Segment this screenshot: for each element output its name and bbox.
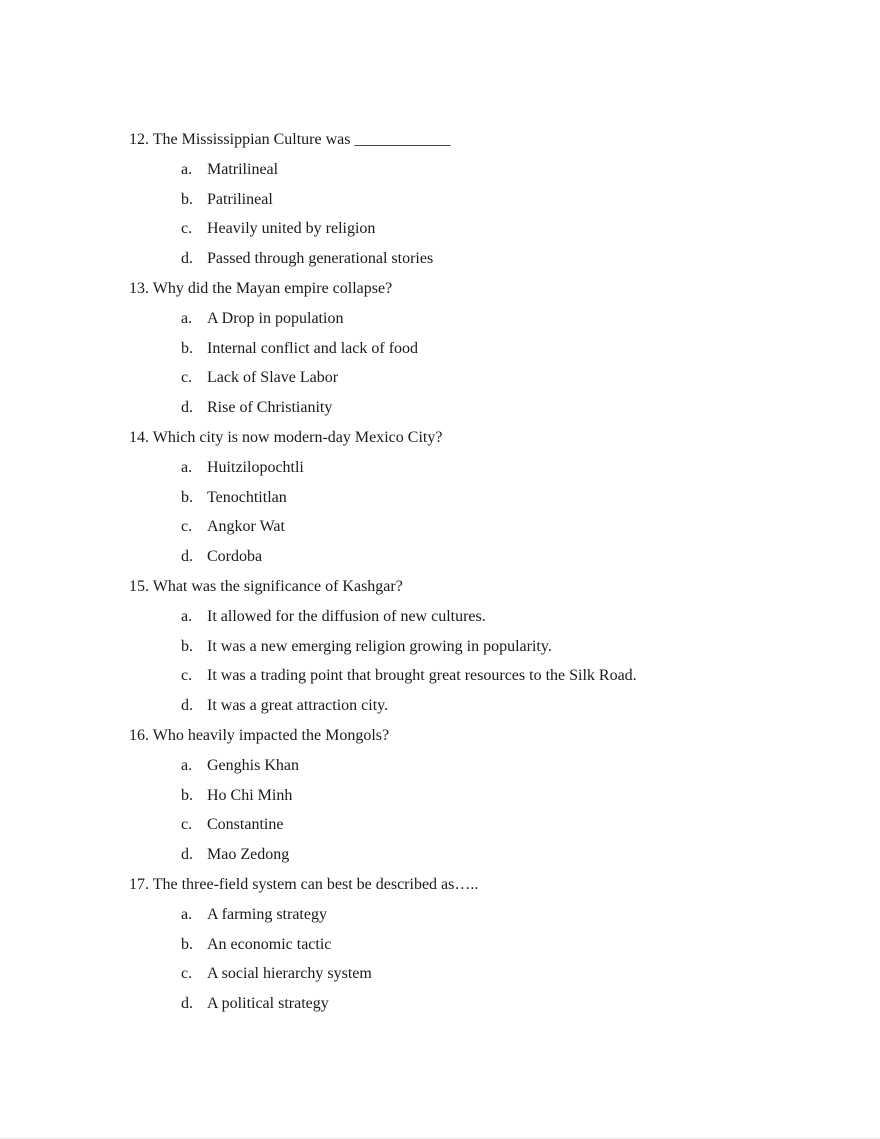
answer-choices — [129, 453, 769, 572]
choice-letter: d. — [181, 399, 193, 417]
choice-letter: c. — [181, 220, 193, 238]
choice-letter: a. — [181, 756, 193, 774]
answer-choices — [129, 900, 769, 1019]
question-prompt: The three-field system can best be described as….. — [152, 875, 479, 893]
question-number: 12. — [129, 131, 149, 148]
choice-text: A social hierarchy system — [207, 965, 372, 983]
question-text — [129, 125, 769, 155]
answer-choice — [129, 661, 769, 691]
answer-choice — [129, 334, 769, 364]
choice-letter: b. — [181, 637, 193, 655]
choice-text: Lack of Slave Labor — [207, 369, 339, 387]
answer-choices — [129, 155, 769, 274]
choice-text: It allowed for the diffusion of new cultures. — [207, 607, 486, 625]
question-prompt: Why did the Mayan empire collapse? — [152, 279, 393, 297]
question-text — [129, 572, 769, 602]
choice-letter: a. — [181, 458, 193, 476]
choice-text: It was a great attraction city. — [207, 697, 389, 715]
choice-text: Tenochtitlan — [207, 488, 287, 506]
choice-text: A Drop in population — [207, 309, 344, 327]
quiz-questions — [129, 125, 769, 1019]
answer-choice — [129, 900, 769, 930]
question-text — [129, 721, 769, 751]
answer-choice — [129, 781, 769, 811]
answer-choice — [129, 155, 769, 185]
choice-letter: a. — [181, 309, 193, 327]
choice-text: Patrilineal — [207, 190, 273, 208]
answer-choice — [129, 602, 769, 632]
choice-text: Mao Zedong — [207, 846, 290, 864]
choice-text: Heavily united by religion — [207, 220, 376, 238]
answer-choice — [129, 691, 769, 721]
answer-choice — [129, 989, 769, 1019]
answer-choices — [129, 602, 769, 721]
choice-letter: d. — [181, 697, 193, 715]
choice-letter: c. — [181, 369, 193, 387]
answer-choice — [129, 304, 769, 334]
answer-choice — [129, 542, 769, 572]
choice-text: Passed through generational stories — [207, 250, 434, 268]
choice-letter: a. — [181, 160, 193, 178]
choice-letter: a. — [181, 905, 193, 923]
question-number: 13. — [129, 279, 149, 297]
question-prompt: Which city is now modern-day Mexico City? — [152, 428, 443, 446]
question-16 — [129, 721, 769, 870]
answer-choice — [129, 214, 769, 244]
choice-text: Internal conflict and lack of food — [207, 339, 419, 357]
choice-letter: c. — [181, 667, 193, 685]
question-12 — [129, 125, 769, 274]
choice-letter: b. — [181, 488, 193, 506]
choice-text: Rise of Christianity — [207, 399, 333, 417]
choice-text: Cordoba — [207, 548, 263, 566]
question-text — [129, 870, 769, 900]
choice-letter: b. — [181, 786, 193, 804]
question-17 — [129, 870, 769, 1019]
answer-choice — [129, 930, 769, 960]
answer-choice — [129, 959, 769, 989]
choice-text: Genghis Khan — [207, 756, 299, 774]
choice-letter: c. — [181, 518, 193, 536]
choice-text: A political strategy — [207, 995, 329, 1013]
choice-letter: a. — [181, 607, 193, 625]
question-text — [129, 274, 769, 304]
answer-choice — [129, 632, 769, 662]
question-13 — [129, 274, 769, 423]
question-text — [129, 423, 769, 453]
choice-text: A farming strategy — [207, 905, 327, 923]
question-number: 17. — [129, 875, 149, 893]
choice-letter: b. — [181, 339, 193, 357]
question-prompt: Who heavily impacted the Mongols? — [152, 726, 390, 744]
answer-choice — [129, 453, 769, 483]
choice-text: Ho Chi Minh — [207, 786, 293, 804]
choice-text: An economic tactic — [207, 935, 332, 953]
question-14 — [129, 423, 769, 572]
choice-text: Huitzilopochtli — [207, 458, 304, 476]
answer-choice — [129, 185, 769, 215]
choice-text: Angkor Wat — [207, 518, 285, 536]
answer-choice — [129, 363, 769, 393]
choice-letter: c. — [181, 965, 193, 983]
choice-letter: d. — [181, 548, 193, 566]
answer-choice — [129, 393, 769, 423]
answer-choice — [129, 512, 769, 542]
answer-choice — [129, 840, 769, 870]
choice-letter: d. — [181, 995, 193, 1013]
choice-text: It was a trading point that brought great resources to the Silk Road. — [207, 667, 637, 685]
choice-text: It was a new emerging religion growing in popularity. — [207, 637, 552, 655]
question-15 — [129, 572, 769, 721]
question-number: 16. — [129, 726, 149, 744]
answer-choice — [129, 483, 769, 513]
choice-text: Constantine — [207, 816, 284, 834]
question-prompt: What was the significance of Kashgar? — [152, 577, 403, 595]
answer-choice — [129, 244, 769, 274]
question-number: 14. — [129, 428, 149, 446]
choice-letter: b. — [181, 935, 193, 953]
question-prompt: The Mississippian Culture was ____________ — [152, 131, 451, 148]
choice-letter: b. — [181, 190, 193, 208]
answer-choices — [129, 751, 769, 870]
answer-choice — [129, 751, 769, 781]
choice-letter: c. — [181, 816, 193, 834]
choice-letter: d. — [181, 846, 193, 864]
answer-choices — [129, 304, 769, 423]
answer-choice — [129, 810, 769, 840]
choice-text: Matrilineal — [207, 160, 279, 178]
choice-letter: d. — [181, 250, 193, 268]
question-number: 15. — [129, 577, 149, 595]
